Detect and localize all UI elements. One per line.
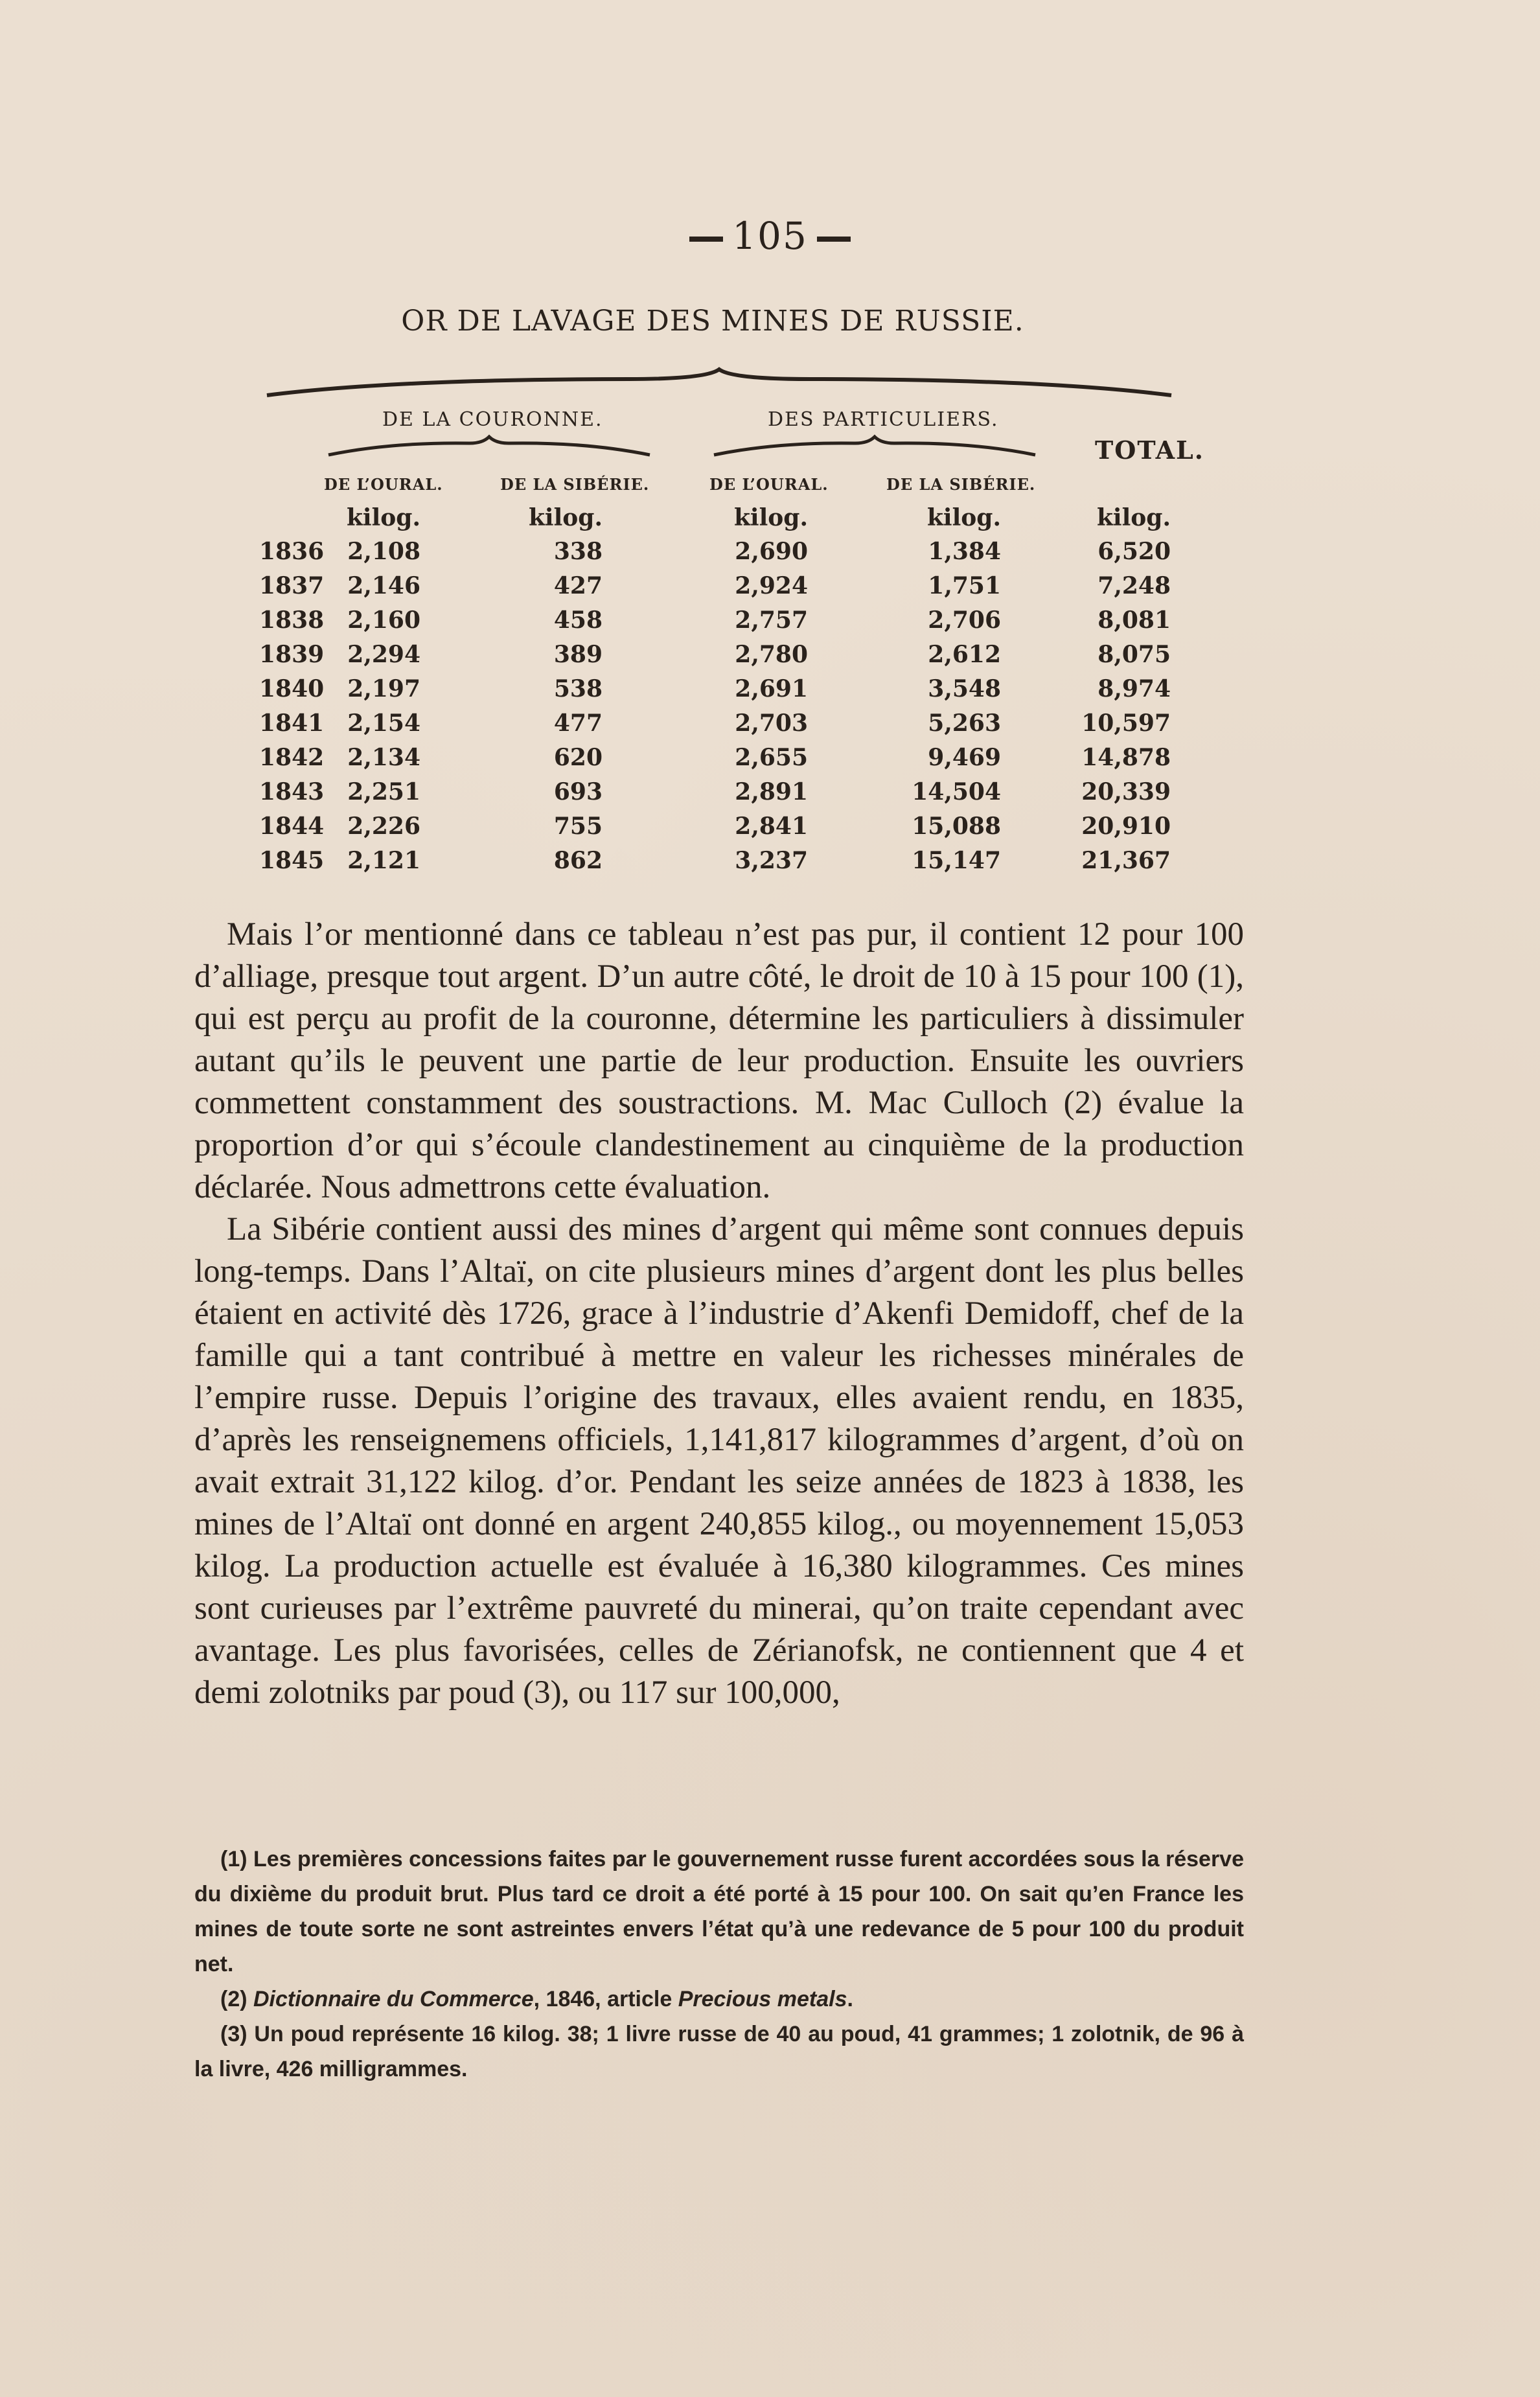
table-cell: 477	[553, 710, 603, 737]
table-cell: 1,384	[928, 538, 1001, 565]
table-cell: 427	[553, 572, 603, 599]
table-row-year: 1838	[259, 607, 325, 634]
table-cell: 3,548	[928, 675, 1001, 702]
table-cell: 693	[553, 778, 603, 805]
table-row-year: 1836	[259, 538, 325, 565]
table-cell: 2,706	[928, 607, 1001, 634]
table-cell: 8,081	[1098, 607, 1171, 634]
unit-label: kilog.	[926, 504, 1001, 531]
unit-label: kilog.	[1096, 504, 1171, 531]
table-cell: 8,974	[1098, 675, 1171, 702]
table-cell: 2,780	[735, 641, 808, 668]
table-cell: 338	[553, 538, 603, 565]
table-cell: 10,597	[1081, 710, 1171, 737]
dash-left	[689, 237, 723, 242]
table-row-year: 1841	[259, 710, 325, 737]
table-cell: 14,504	[912, 778, 1001, 805]
table-cell: 2,841	[735, 813, 808, 840]
table-cell: 862	[553, 847, 603, 874]
dash-right	[817, 237, 851, 242]
table-cell: 6,520	[1098, 538, 1171, 565]
unit-label: kilog.	[528, 504, 603, 531]
paragraph-1: Mais l’or mentionné dans ce tableau n’est pas pur, il contient 12 pour 100 d’alliage, presque tout argent. D’un autre côté, le droit de 10 à 15 pour 100 (1), qui est perçu au profit de la couronne, détermine les particuliers à dissimuler autant qu’ils le peuvent une partie de leur production. Ensuite les ouvriers commettent constamment des soustractions. M. Mac Culloch (2) évalue la proportion d’or qui s’écoule clandestinement au cinquième de la production déclarée. Nous admettrons cette évaluation.	[194, 916, 1244, 1205]
table-cell: 2,226	[347, 813, 420, 840]
table-cell: 2,691	[735, 675, 808, 702]
subheader-oural-couronne: DE L’OURAL.	[324, 475, 443, 494]
table-cell: 20,910	[1081, 813, 1171, 840]
table-row-year: 1840	[259, 675, 325, 702]
table-cell: 458	[553, 607, 603, 634]
table-cell: 15,147	[912, 847, 1001, 874]
table-cell: 2,251	[347, 778, 420, 805]
table-cell: 2,197	[347, 675, 420, 702]
footnote-1: (1) Les premières concessions faites par le gouvernement russe furent accordées sous la réserve du dixième du produit brut. Plus tard ce droit a été porté à 15 pour 100. On sait qu’en France les mines de toute sorte ne sont astreintes envers l’état qu’à une redevance de 5 pour 100 du produit net.	[194, 1847, 1244, 1976]
subheader-siberie-particuliers: DE LA SIBÉRIE.	[886, 475, 1036, 494]
table-cell: 5,263	[928, 710, 1001, 737]
footnote-2: (2) Dictionnaire du Commerce, 1846, article Precious metals.	[220, 1987, 853, 2011]
table-cell: 1,751	[928, 572, 1001, 599]
subheader-oural-particuliers: DE L’OURAL.	[709, 475, 829, 494]
unit-label: kilog.	[346, 504, 420, 531]
table-cell: 8,075	[1098, 641, 1171, 668]
table-cell: 2,924	[735, 572, 808, 599]
header-total: TOTAL.	[1095, 435, 1205, 465]
table-row-year: 1843	[259, 778, 325, 805]
table-cell: 2,655	[735, 744, 808, 771]
table-cell: 755	[553, 813, 603, 840]
particuliers-brace	[713, 435, 1037, 461]
table-cell: 2,703	[735, 710, 808, 737]
table-cell: 538	[553, 675, 603, 702]
table-cell: 2,891	[735, 778, 808, 805]
table-cell: 2,134	[347, 744, 420, 771]
table-cell: 2,612	[928, 641, 1001, 668]
table-cell: 3,237	[735, 847, 808, 874]
unit-label: kilog.	[733, 504, 808, 531]
header-particuliers: DES PARTICULIERS.	[768, 408, 999, 431]
body-text	[194, 914, 1244, 1714]
table-cell: 2,160	[347, 607, 420, 634]
table-cell: 389	[553, 641, 603, 668]
header-couronne: DE LA COURONNE.	[382, 408, 603, 431]
table-cell: 9,469	[928, 744, 1001, 771]
footnote-3: (3) Un poud représente 16 kilog. 38; 1 livre russe de 40 au poud, 41 grammes; 1 zolotnik, de 96 à la livre, 426 milligrammes.	[194, 2022, 1244, 2081]
footnotes	[194, 1842, 1244, 2087]
table-row-year: 1845	[259, 847, 325, 874]
table-title: OR DE LAVAGE DES MINES DE RUSSIE.	[401, 305, 1024, 338]
table-cell: 2,121	[347, 847, 420, 874]
table-cell: 2,154	[347, 710, 420, 737]
table-cell: 2,294	[347, 641, 420, 668]
table-brace	[266, 366, 1173, 405]
table-cell: 2,108	[347, 538, 420, 565]
table-row-year: 1837	[259, 572, 325, 599]
table-cell: 21,367	[1081, 847, 1171, 874]
table-cell: 2,690	[735, 538, 808, 565]
table-cell: 7,248	[1098, 572, 1171, 599]
paragraph-2: La Sibérie contient aussi des mines d’argent qui même sont connues depuis long-temps. Dans l’Altaï, on cite plusieurs mines d’argent dont les plus belles étaient en activité dès 1726, grace à l’industrie d’Akenfi Demidoff, chef de la famille qui a tant contribué à mettre en valeur les richesses minérales de l’empire russe. Depuis l’origine des travaux, elles avaient rendu, en 1835, d’après les renseignemens officiels, 1,141,817 kilogrammes d’argent, d’où on avait extrait 31,122 kilog. d’or. Pendant les seize années de 1823 à 1838, les mines de l’Altaï ont donné en argent 240,855 kilog., ou moyennement 15,053 kilog. La production actuelle est évaluée à 16,380 kilogrammes. Ces mines sont curieuses par l’extrême pauvreté du minerai, qu’on traite cependant avec avantage. Les plus favorisées, celles de Zérianofsk, ne contiennent que 4 et demi zolotniks par poud (3), ou 117 sur 100,000,	[194, 1211, 1244, 1711]
couronne-brace	[327, 435, 651, 461]
table-cell: 620	[553, 744, 603, 771]
table-cell: 15,088	[912, 813, 1001, 840]
subheader-siberie-couronne: DE LA SIBÉRIE.	[500, 475, 650, 494]
table-row-year: 1842	[259, 744, 325, 771]
page-number: 105	[0, 214, 1540, 258]
table-cell: 2,757	[735, 607, 808, 634]
table-cell: 2,146	[347, 572, 420, 599]
table-row-year: 1839	[259, 641, 325, 668]
table-row-year: 1844	[259, 813, 325, 840]
table-cell: 20,339	[1081, 778, 1171, 805]
table-cell: 14,878	[1081, 744, 1171, 771]
